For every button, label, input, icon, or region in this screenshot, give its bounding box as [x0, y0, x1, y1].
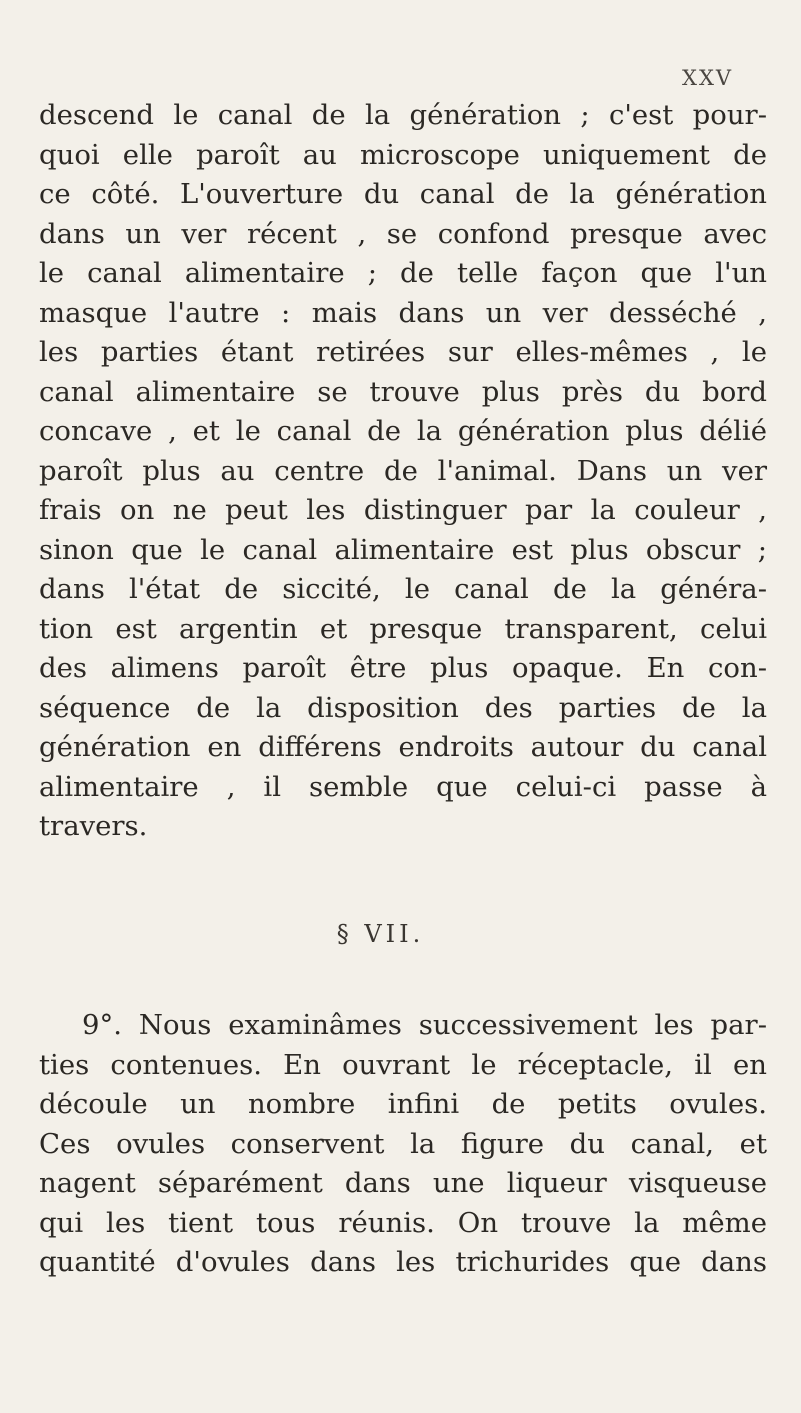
text-line: des alimens paroît être plus opaque. En con- — [39, 652, 767, 684]
text-line: quantité d'ovules dans les trichurides que dans — [39, 1246, 767, 1278]
text-line: dans un ver récent , se confond presque avec — [39, 217, 767, 250]
text-line: ce côté. L'ouverture du canal de la génération — [39, 178, 767, 210]
text-line: masque l'autre : mais dans un ver desséché , — [39, 296, 767, 329]
paragraph-continuation — [39, 96, 767, 847]
text-line: génération en différens endroits autour du canal — [39, 731, 767, 763]
text-line: Ces ovules conservent la figure du canal, et — [39, 1127, 767, 1160]
text-line: travers. — [39, 810, 148, 842]
text-line: canal alimentaire se trouve plus près du bord — [39, 375, 767, 408]
text-line: concave , et le canal de la génération plus délié — [39, 415, 767, 447]
text-line: ties contenues. En ouvrant le réceptacle, il en — [39, 1048, 767, 1081]
paragraph-section-vii — [39, 1006, 767, 1283]
text-line: séquence de la disposition des parties de la — [39, 691, 767, 724]
text-line: nagent séparément dans une liqueur visqueuse — [39, 1167, 767, 1199]
text-line: 9°. Nous examinâmes successivement les par- — [82, 1009, 767, 1041]
text-line: dans l'état de siccité, le canal de la généra- — [39, 573, 767, 605]
text-line: descend le canal de la génération ; c'est pour- — [39, 99, 767, 131]
text-line: découle un nombre infini de petits ovules. — [39, 1088, 767, 1120]
page-number: XXV — [682, 66, 734, 90]
text-line: frais on ne peut les distinguer par la couleur , — [39, 494, 767, 526]
text-line: sinon que le canal alimentaire est plus obscur ; — [39, 533, 767, 566]
text-line: alimentaire , il semble que celui-ci passe à — [39, 770, 767, 803]
text-line: quoi elle paroît au microscope uniquement de — [39, 138, 767, 171]
text-line: tion est argentin et presque transparent, celui — [39, 612, 767, 645]
section-heading: § VII. — [336, 920, 425, 948]
text-line: le canal alimentaire ; de telle façon que l'un — [39, 257, 767, 289]
text-line: les parties étant retirées sur elles-mêmes , le — [39, 336, 767, 368]
text-line: qui les tient tous réunis. On trouve la même — [39, 1206, 767, 1239]
text-line: paroît plus au centre de l'animal. Dans un ver — [39, 454, 767, 487]
